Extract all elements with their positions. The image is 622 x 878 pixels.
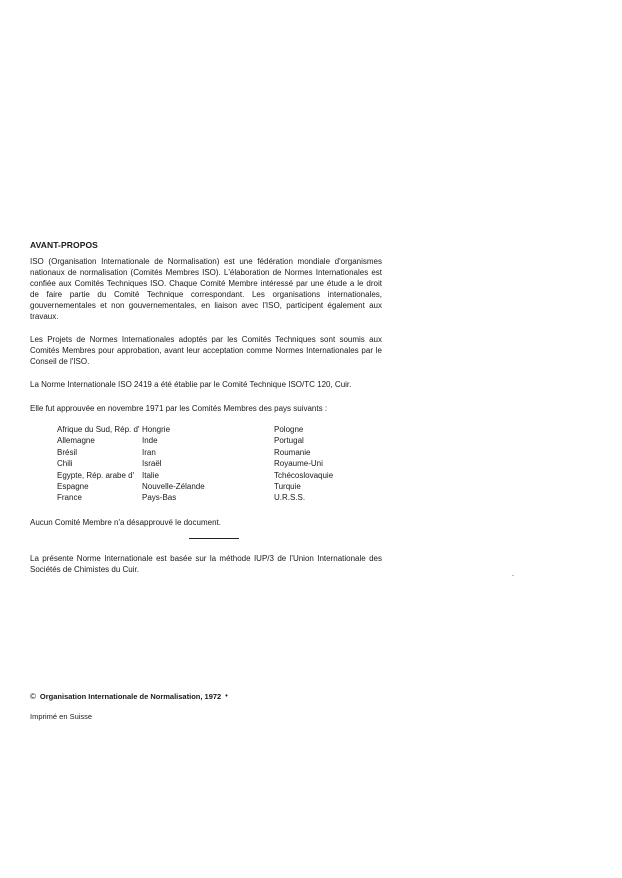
country: Egypte, Rép. arabe d' — [57, 470, 135, 480]
country: Nouvelle-Zélande — [142, 482, 205, 492]
no-disapproval-paragraph: Aucun Comité Membre n'a désapprouvé le document. — [30, 517, 221, 527]
based-on-paragraph: La présente Norme Internationale est basée sur la méthode IUP/3 de l'Union Internationale des Sociétés de Chimistes du Cuir. — [30, 553, 382, 574]
country: Iran — [142, 447, 156, 457]
country: Pologne — [274, 425, 304, 434]
country: Italie — [142, 470, 159, 480]
foreword-heading: AVANT-PROPOS — [30, 240, 98, 250]
norm-text: La Norme Internationale ISO 2419 a été établie par le Comité Technique ISO/TC 120, — [30, 380, 335, 389]
norm-subject: Cuir. — [334, 380, 352, 389]
country: Israël — [142, 459, 162, 469]
member-countries — [30, 424, 382, 504]
copyright-text: Organisation Internationale de Normalisation, 1972 — [39, 692, 222, 701]
projects-paragraph: Les Projets de Normes Internationales adoptés par les Comités Techniques sont soumis aux Comités Membres pour approbation, avant leur acceptation comme Normes Internationales par le Conseil de l'ISO. — [30, 335, 382, 366]
intro-paragraph: ISO (Organisation Internationale de Normalisation) est une fédération mondiale d'organismes nationaux de normalisation (Comités Membres ISO). L'élaboration de Normes Internationales est confiée aux Comités Techniques ISO. Chaque Comité Membre intéressé par une étude a le droit de faire partie du Comité Technique correspondant. Les organisations internationales, gouvernementales et non gouvernementales, en liaison avec l'ISO, participent également aux travaux. — [30, 257, 382, 321]
norm-paragraph — [30, 379, 382, 390]
country: Roumanie — [274, 447, 311, 457]
imprint-text: Imprimé en Suisse — [30, 712, 93, 721]
country: Pays-Bas — [142, 493, 177, 503]
copyright-line — [30, 692, 228, 701]
country: Afrique du Sud, Rép. d' — [57, 425, 140, 434]
countries-column-1 — [57, 424, 142, 504]
country: Espagne — [57, 482, 89, 492]
country: France — [57, 493, 82, 503]
scan-artifact — [512, 575, 514, 576]
country: U.R.S.S. — [274, 493, 306, 503]
countries-column-3 — [274, 424, 374, 504]
country: Tchécoslovaquie — [274, 470, 334, 480]
foreword-section — [30, 240, 382, 575]
country: Inde — [142, 436, 158, 446]
country: Turquie — [274, 482, 301, 492]
bullet-icon: • — [225, 693, 228, 700]
country: Allemagne — [57, 436, 95, 446]
approved-paragraph: Elle fut approuvée en novembre 1971 par les Comités Membres des pays suivants : — [30, 404, 328, 413]
countries-column-2 — [142, 424, 274, 504]
country: Brésil — [57, 447, 78, 457]
copyright-symbol: © — [30, 692, 36, 701]
country: Hongrie — [142, 425, 171, 434]
section-divider — [189, 538, 239, 539]
country: Royaume-Uni — [274, 459, 323, 469]
country: Portugal — [274, 436, 304, 446]
country: Chili — [57, 459, 73, 469]
